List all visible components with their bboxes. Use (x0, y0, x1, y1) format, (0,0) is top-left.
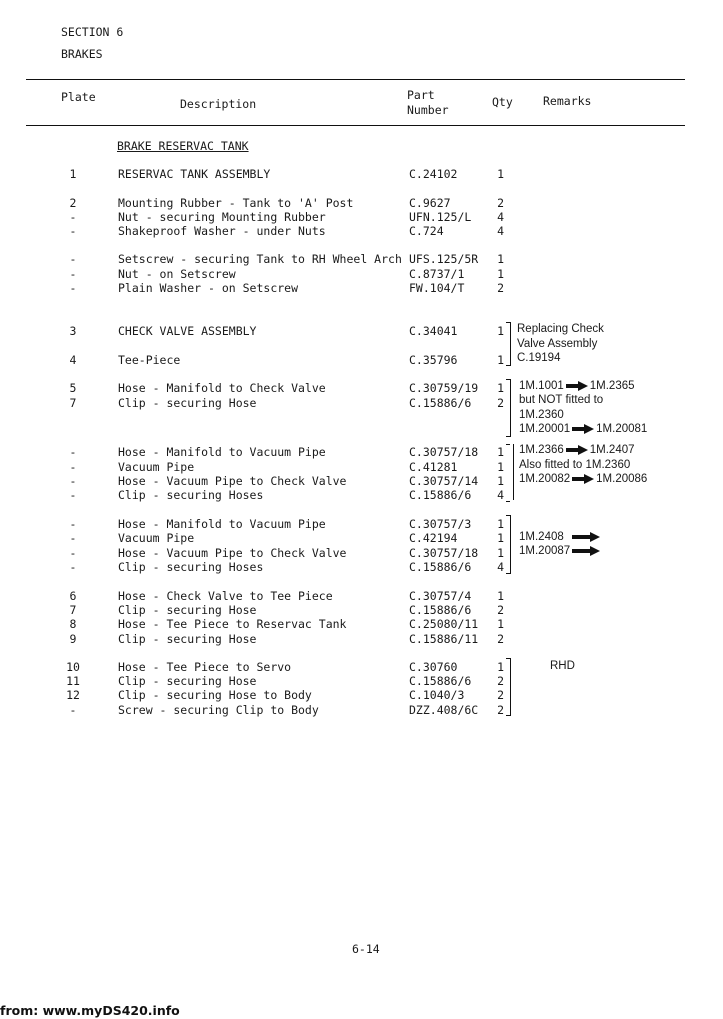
plate-number: - (69, 460, 77, 474)
part-description: Clip - securing Hoses (118, 488, 264, 502)
part-row (0, 617, 723, 632)
part-row (0, 560, 723, 575)
part-row (0, 660, 723, 675)
remark-from: 1M.2408 (519, 531, 564, 543)
part-description: Hose - Tee Piece to Servo (118, 660, 292, 674)
plate-number: 2 (69, 196, 77, 210)
part-number: C.30760 (409, 660, 458, 674)
remark-line: C.19194 (517, 352, 561, 364)
part-number: C.30757/18 (409, 546, 479, 560)
part-description: Clip - securing Hose (118, 603, 257, 617)
remark-line: Replacing Check (517, 323, 604, 335)
remark-to: 1M.20081 (596, 423, 648, 435)
part-description: Clip - securing Hose (118, 632, 257, 646)
remark-range (519, 544, 602, 559)
plate-number: - (69, 703, 77, 717)
remark-from: 1M.20087 (519, 545, 571, 557)
part-number: FW.104/T (409, 281, 465, 295)
column-remarks: Remarks (543, 94, 592, 108)
part-row (0, 703, 723, 718)
column-qty: Qty (492, 95, 513, 109)
bracket-servo (506, 658, 511, 716)
source-footer: from: www.myDS420.info (0, 1003, 180, 1018)
plate-number: 5 (69, 381, 77, 395)
plate-number: - (69, 210, 77, 224)
plate-number: 1 (69, 167, 77, 181)
remark-from: 1M.2366 (519, 444, 564, 456)
part-row (0, 488, 723, 503)
part-qty: 1 (497, 546, 504, 560)
plate-number: 10 (66, 660, 80, 674)
part-description: Plain Washer - on Setscrew (118, 281, 299, 295)
plate-number: 9 (69, 632, 77, 646)
part-description: Clip - securing Hoses (118, 560, 264, 574)
part-number: C.30757/14 (409, 474, 479, 488)
part-description: Setscrew - securing Tank to RH Wheel Arch (118, 252, 402, 266)
part-row (0, 252, 723, 267)
part-description: Hose - Check Valve to Tee Piece (118, 589, 333, 603)
part-qty: 2 (497, 196, 504, 210)
part-qty: 4 (497, 224, 504, 238)
column-part-line2: Number (407, 103, 449, 117)
column-plate: Plate (61, 90, 96, 104)
plate-number: 7 (69, 603, 77, 617)
plate-number: - (69, 224, 77, 238)
remark-range (519, 472, 647, 487)
part-number: UFN.125/L (409, 210, 472, 224)
arrow-right-icon (572, 474, 594, 484)
part-description: Vacuum Pipe (118, 460, 195, 474)
part-number: C.15886/6 (409, 674, 472, 688)
part-qty: 2 (497, 674, 504, 688)
part-row (0, 353, 723, 368)
section-label: SECTION 6 (61, 25, 124, 39)
part-number: C.30757/3 (409, 517, 472, 531)
remark-line: but NOT fitted to (519, 394, 604, 406)
part-qty: 1 (497, 381, 504, 395)
part-number: C.15886/6 (409, 560, 472, 574)
part-qty: 1 (497, 517, 504, 531)
part-row (0, 632, 723, 647)
part-description: Shakeproof Washer - under Nuts (118, 224, 326, 238)
plate-number: - (69, 517, 77, 531)
part-qty: 1 (497, 445, 504, 459)
plate-number: - (69, 531, 77, 545)
part-qty: 2 (497, 396, 504, 410)
part-row (0, 589, 723, 604)
remark-from: 1M.20082 (519, 473, 571, 485)
part-description: Hose - Manifold to Check Valve (118, 381, 326, 395)
part-qty: 1 (497, 167, 504, 181)
plate-number: - (69, 252, 77, 266)
part-row (0, 167, 723, 182)
part-row (0, 210, 723, 225)
remark-from: 1M.20001 (519, 423, 571, 435)
plate-number: - (69, 546, 77, 560)
column-part-line1: Part (407, 88, 435, 102)
part-description: Vacuum Pipe (118, 531, 195, 545)
part-number: DZZ.408/6C (409, 703, 479, 717)
part-number: C.15886/6 (409, 603, 472, 617)
plate-number: 6 (69, 589, 77, 603)
part-number: C.30757/4 (409, 589, 472, 603)
part-qty: 1 (497, 660, 504, 674)
header-top-rule (26, 79, 685, 80)
part-description: Tee-Piece (118, 353, 181, 367)
remark-line: RHD (550, 660, 575, 672)
bracket-hose-a (506, 379, 511, 437)
part-row (0, 224, 723, 239)
remark-to: 1M.2365 (589, 380, 635, 392)
part-qty: 1 (497, 474, 504, 488)
plate-number: 7 (69, 396, 77, 410)
arrow-right-icon (572, 532, 600, 542)
page-number: 6-14 (352, 942, 380, 956)
plate-number: - (69, 445, 77, 459)
part-number: C.9627 (409, 196, 451, 210)
group-title: BRAKE RESERVAC TANK (117, 139, 249, 153)
plate-number: - (69, 474, 77, 488)
part-row (0, 674, 723, 689)
part-number: C.30757/18 (409, 445, 479, 459)
part-row (0, 267, 723, 282)
part-qty: 1 (497, 460, 504, 474)
part-row (0, 531, 723, 546)
arrow-right-icon (572, 424, 594, 434)
part-row (0, 603, 723, 618)
part-number: UFS.125/5R (409, 252, 479, 266)
arrow-right-icon (572, 546, 600, 556)
part-number: C.724 (409, 224, 444, 238)
divider-hose-b (513, 444, 514, 500)
part-number: C.24102 (409, 167, 458, 181)
remark-line: Also fitted to 1M.2360 (519, 459, 631, 471)
remark-to: 1M.2407 (589, 444, 635, 456)
part-number: C.30759/19 (409, 381, 479, 395)
part-number: C.42194 (409, 531, 458, 545)
part-qty: 2 (497, 281, 504, 295)
part-description: Hose - Vacuum Pipe to Check Valve (118, 474, 347, 488)
plate-number: 3 (69, 324, 77, 338)
part-row (0, 196, 723, 211)
part-number: C.15886/6 (409, 488, 472, 502)
part-number: C.8737/1 (409, 267, 465, 281)
part-number: C.35796 (409, 353, 458, 367)
plate-number: - (69, 281, 77, 295)
part-row (0, 281, 723, 296)
part-number: C.34041 (409, 324, 458, 338)
part-description: Hose - Vacuum Pipe to Check Valve (118, 546, 347, 560)
plate-number: 4 (69, 353, 77, 367)
part-number: C.25080/11 (409, 617, 479, 631)
part-description: Hose - Manifold to Vacuum Pipe (118, 445, 326, 459)
part-qty: 1 (497, 617, 504, 631)
part-row (0, 546, 723, 561)
part-qty: 4 (497, 560, 504, 574)
header-bottom-rule (26, 125, 685, 126)
part-description: Mounting Rubber - Tank to 'A' Post (118, 196, 354, 210)
part-qty: 1 (497, 252, 504, 266)
part-description: RESERVAC TANK ASSEMBLY (118, 167, 271, 181)
bracket-hose-c (506, 515, 511, 574)
part-qty: 2 (497, 603, 504, 617)
part-description: Nut - securing Mounting Rubber (118, 210, 326, 224)
part-qty: 4 (497, 488, 504, 502)
part-row (0, 324, 723, 339)
column-description: Description (180, 97, 257, 111)
plate-number: 11 (66, 674, 80, 688)
part-description: Clip - securing Hose (118, 396, 257, 410)
section-title: BRAKES (61, 47, 103, 61)
remark-range (519, 422, 647, 437)
plate-number: - (69, 267, 77, 281)
part-description: Clip - securing Hose (118, 674, 257, 688)
plate-number: 8 (69, 617, 77, 631)
arrow-right-icon (566, 445, 588, 455)
part-row (0, 396, 723, 411)
part-qty: 4 (497, 210, 504, 224)
part-qty: 2 (497, 703, 504, 717)
part-number: C.15886/11 (409, 632, 479, 646)
remark-line: Valve Assembly (517, 338, 598, 350)
remark-range (519, 443, 635, 458)
remark-range (519, 530, 602, 545)
part-qty: 2 (497, 632, 504, 646)
remark-from: 1M.1001 (519, 380, 564, 392)
part-number: C.1040/3 (409, 688, 465, 702)
plate-number: 12 (66, 688, 80, 702)
part-qty: 1 (497, 353, 504, 367)
part-qty: 1 (497, 589, 504, 603)
part-qty: 1 (497, 531, 504, 545)
remark-range (519, 379, 635, 394)
arrow-right-icon (566, 381, 588, 391)
plate-number: - (69, 560, 77, 574)
part-number: C.15886/6 (409, 396, 472, 410)
part-description: CHECK VALVE ASSEMBLY (118, 324, 257, 338)
bracket-hose-b (506, 444, 510, 502)
remark-to: 1M.20086 (596, 473, 648, 485)
part-description: Hose - Tee Piece to Reservac Tank (118, 617, 347, 631)
plate-number: - (69, 488, 77, 502)
remark-line: 1M.2360 (519, 409, 564, 421)
part-qty: 1 (497, 324, 504, 338)
part-number: C.41281 (409, 460, 458, 474)
bracket-check-valve (506, 322, 511, 366)
part-description: Screw - securing Clip to Body (118, 703, 319, 717)
part-description: Nut - on Setscrew (118, 267, 236, 281)
part-qty: 2 (497, 688, 504, 702)
part-description: Clip - securing Hose to Body (118, 688, 312, 702)
part-row (0, 688, 723, 703)
part-qty: 1 (497, 267, 504, 281)
part-description: Hose - Manifold to Vacuum Pipe (118, 517, 326, 531)
part-row (0, 517, 723, 532)
